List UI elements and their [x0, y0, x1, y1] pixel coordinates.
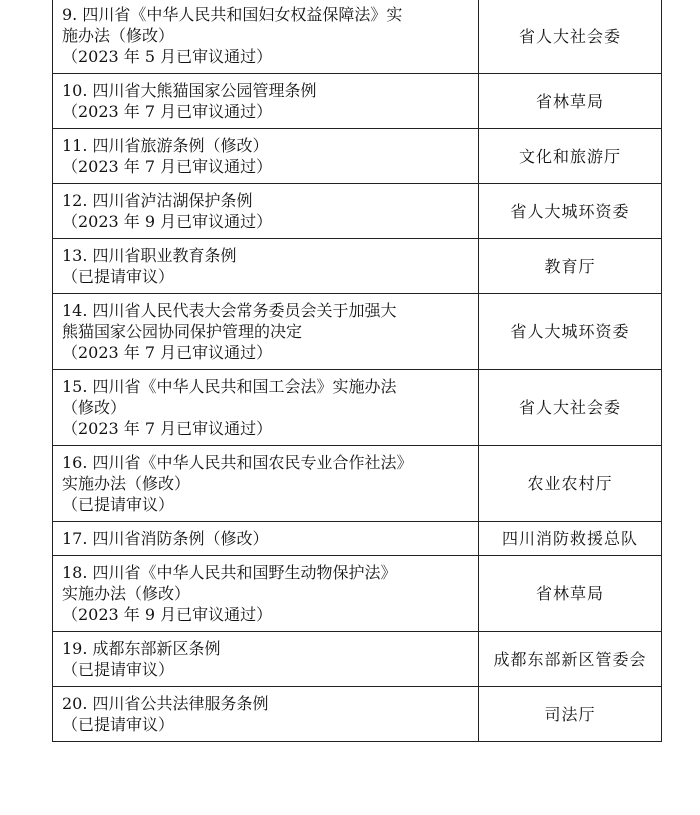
legislation-item-cell [53, 687, 479, 742]
legislation-item-text-line: 熊猫国家公园协同保护管理的决定 [62, 322, 303, 341]
table-row [53, 239, 662, 294]
legislation-item-text-line: 15. 四川省《中华人民共和国工会法》实施办法 [62, 377, 397, 396]
legislation-item-text-line: （2023 年 7 月已审议通过） [62, 157, 273, 176]
legislation-item-text-line: 18. 四川省《中华人民共和国野生动物保护法》 [62, 563, 397, 582]
table-row [53, 632, 662, 687]
legislation-item-text-line: （已提请审议） [62, 660, 175, 679]
legislation-item-text-line: （2023 年 5 月已审议通过） [62, 47, 273, 66]
responsible-department-cell: 农业农村厅 [479, 446, 662, 522]
table-row [53, 522, 662, 556]
legislation-item-text-line: （2023 年 7 月已审议通过） [62, 343, 273, 362]
table-row [53, 74, 662, 129]
responsible-department-cell: 文化和旅游厅 [479, 129, 662, 184]
legislation-item-text-line: 16. 四川省《中华人民共和国农民专业合作社法》 [62, 453, 413, 472]
legislation-item-cell [53, 446, 479, 522]
responsible-department-cell: 省人大城环资委 [479, 184, 662, 239]
legislation-item-cell [53, 74, 479, 129]
responsible-department-cell: 省人大社会委 [479, 0, 662, 74]
legislation-item-text-line: （2023 年 9 月已审议通过） [62, 605, 273, 624]
legislation-item-text-line: 9. 四川省《中华人民共和国妇女权益保障法》实 [62, 5, 403, 24]
legislation-item-cell [53, 184, 479, 239]
table-row [53, 184, 662, 239]
legislation-item-text-line: 19. 成都东部新区条例 [62, 639, 221, 658]
legislation-item-text-line: （2023 年 7 月已审议通过） [62, 102, 273, 121]
legislation-item-text-line: 17. 四川省消防条例（修改） [62, 529, 269, 548]
table-row [53, 294, 662, 370]
legislation-item-cell [53, 556, 479, 632]
legislation-item-cell [53, 294, 479, 370]
legislation-item-text-line: （已提请审议） [62, 715, 175, 734]
legislation-item-text-line: 12. 四川省泸沽湖保护条例 [62, 191, 253, 210]
legislation-item-text-line: 实施办法（修改） [62, 584, 191, 603]
legislation-item-text-line: （修改） [62, 398, 127, 417]
responsible-department-cell: 省人大城环资委 [479, 294, 662, 370]
legislation-item-text-line: 20. 四川省公共法律服务条例 [62, 694, 269, 713]
legislation-item-text-line: （已提请审议） [62, 267, 175, 286]
legislation-item-cell [53, 632, 479, 687]
legislation-table-page [52, 0, 647, 742]
responsible-department-cell: 成都东部新区管委会 [479, 632, 662, 687]
legislation-item-cell [53, 129, 479, 184]
legislation-item-text-line: （2023 年 7 月已审议通过） [62, 419, 273, 438]
legislation-item-text-line: 14. 四川省人民代表大会常务委员会关于加强大 [62, 301, 397, 320]
table-row [53, 129, 662, 184]
legislation-item-cell [53, 0, 479, 74]
responsible-department-cell: 省人大社会委 [479, 370, 662, 446]
table-row [53, 0, 662, 74]
responsible-department-cell: 司法厅 [479, 687, 662, 742]
table-body [53, 0, 662, 742]
table-row [53, 370, 662, 446]
legislation-item-cell [53, 370, 479, 446]
responsible-department-cell: 省林草局 [479, 556, 662, 632]
legislation-item-text-line: （2023 年 9 月已审议通过） [62, 212, 273, 231]
legislation-plan-table [52, 0, 662, 742]
legislation-item-text-line: 10. 四川省大熊猫国家公园管理条例 [62, 81, 317, 100]
legislation-item-cell [53, 239, 479, 294]
table-row [53, 446, 662, 522]
responsible-department-cell: 教育厅 [479, 239, 662, 294]
legislation-item-text-line: 11. 四川省旅游条例（修改） [62, 136, 269, 155]
legislation-item-text-line: 施办法（修改） [62, 26, 175, 45]
legislation-item-text-line: 实施办法（修改） [62, 474, 191, 493]
legislation-item-text-line: 13. 四川省职业教育条例 [62, 246, 237, 265]
responsible-department-cell: 四川消防救援总队 [479, 522, 662, 556]
table-row [53, 687, 662, 742]
responsible-department-cell: 省林草局 [479, 74, 662, 129]
table-row [53, 556, 662, 632]
legislation-item-cell [53, 522, 479, 556]
legislation-item-text-line: （已提请审议） [62, 495, 175, 514]
